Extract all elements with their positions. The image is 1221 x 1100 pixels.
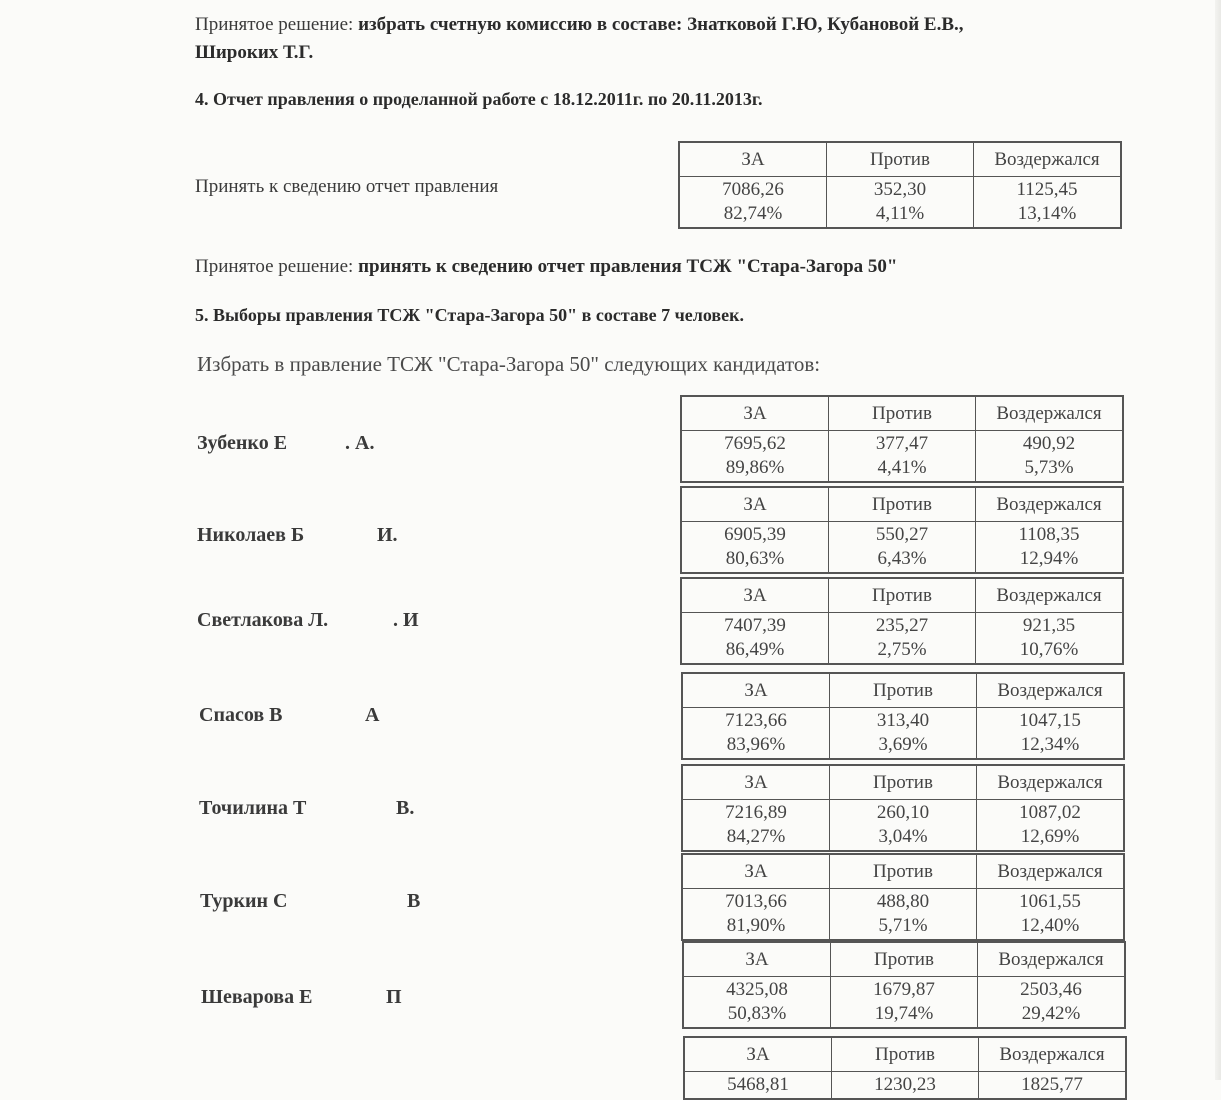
col-header-for: ЗА bbox=[681, 578, 829, 613]
candidate-initial: В. bbox=[396, 797, 415, 819]
vote-cell-for: 5468,81 bbox=[684, 1072, 832, 1100]
candidate-initial: . А. bbox=[345, 432, 375, 454]
vote-cell-abstain: 1825,77 bbox=[979, 1072, 1127, 1100]
vote-cell-against: 313,40 3,69% bbox=[830, 708, 977, 760]
col-header-abstain: Воздержался bbox=[976, 396, 1124, 431]
col-header-against: Против bbox=[827, 142, 974, 177]
vote-table-candidate bbox=[681, 672, 1125, 760]
decision-text: избрать счетную комиссию в составе: Знатковой Г.Ю, Кубановой Е.В., bbox=[358, 14, 964, 35]
candidate-name: Спасов В А bbox=[199, 704, 380, 726]
vote-table-candidate bbox=[682, 941, 1126, 1029]
vote-cell-for: 4325,08 50,83% bbox=[683, 977, 831, 1029]
vote-cell-against: 550,27 6,43% bbox=[829, 522, 976, 574]
vote-cell-for: 7407,39 86,49% bbox=[681, 613, 829, 665]
sec4-decision-line bbox=[195, 254, 897, 280]
section-4-heading: 4. Отчет правления о проделанной работе с 18.12.2011г. по 20.11.2013г. bbox=[195, 89, 763, 109]
sec4-item-label: Принять к сведению отчет правления bbox=[195, 176, 499, 197]
candidate-initial: . И bbox=[393, 609, 419, 631]
candidate-initial: В bbox=[407, 890, 421, 912]
sec3-decision-line bbox=[195, 12, 964, 38]
section-5-heading: 5. Выборы правления ТСЖ "Стара-Загора 50" в составе 7 человек. bbox=[195, 305, 745, 325]
vote-cell-for: 7123,66 83,96% bbox=[682, 708, 830, 760]
col-header-against: Против bbox=[831, 942, 978, 977]
col-header-abstain: Воздержался bbox=[978, 942, 1126, 977]
vote-cell-abstain: 921,35 10,76% bbox=[976, 613, 1124, 665]
candidate-name: Точилина Т В. bbox=[199, 797, 415, 819]
vote-cell-against: 352,30 4,11% bbox=[827, 177, 974, 229]
vote-cell-for: 7013,66 81,90% bbox=[682, 889, 830, 941]
vote-table-candidate bbox=[680, 577, 1124, 665]
candidate-initial: А bbox=[365, 704, 380, 726]
col-header-against: Против bbox=[829, 396, 976, 431]
col-header-abstain: Воздержался bbox=[977, 765, 1125, 800]
candidate-name: Зубенко Е . А. bbox=[197, 432, 375, 454]
vote-table-report bbox=[678, 141, 1122, 229]
vote-cell-for: 7695,62 89,86% bbox=[681, 431, 829, 483]
col-header-abstain: Воздержался bbox=[976, 487, 1124, 522]
vote-cell-abstain: 1125,45 13,14% bbox=[974, 177, 1122, 229]
decision-text-cont: Широких Т.Г. bbox=[195, 42, 314, 63]
col-header-for: ЗА bbox=[682, 673, 830, 708]
col-header-abstain: Воздержался bbox=[979, 1037, 1127, 1072]
col-header-for: ЗА bbox=[682, 765, 830, 800]
candidate-initial: И. bbox=[377, 524, 398, 546]
candidate-initial: П bbox=[386, 986, 402, 1008]
sec5-intro: Избрать в правление ТСЖ "Стара-Загора 50" следующих кандидатов: bbox=[197, 352, 821, 376]
vote-cell-against: 488,80 5,71% bbox=[830, 889, 977, 941]
col-header-against: Против bbox=[830, 673, 977, 708]
col-header-against: Против bbox=[829, 487, 976, 522]
col-header-abstain: Воздержался bbox=[977, 854, 1125, 889]
col-header-against: Против bbox=[829, 578, 976, 613]
candidate-name: Светлакова Л. . И bbox=[197, 609, 419, 631]
col-header-against: Против bbox=[832, 1037, 979, 1072]
col-header-for: ЗА bbox=[681, 396, 829, 431]
vote-cell-abstain: 1108,35 12,94% bbox=[976, 522, 1124, 574]
vote-cell-against: 260,10 3,04% bbox=[830, 800, 977, 852]
col-header-for: ЗА bbox=[679, 142, 827, 177]
col-header-abstain: Воздержался bbox=[976, 578, 1124, 613]
vote-cell-against: 377,47 4,41% bbox=[829, 431, 976, 483]
col-header-for: ЗА bbox=[684, 1037, 832, 1072]
vote-cell-for: 7086,26 82,74% bbox=[679, 177, 827, 229]
decision-label: Принятое решение: bbox=[195, 256, 354, 277]
col-header-abstain: Воздержался bbox=[977, 673, 1125, 708]
vote-cell-abstain: 2503,46 29,42% bbox=[978, 977, 1126, 1029]
vote-table-candidate bbox=[680, 486, 1124, 574]
vote-cell-for: 6905,39 80,63% bbox=[681, 522, 829, 574]
vote-cell-abstain: 1061,55 12,40% bbox=[977, 889, 1125, 941]
vote-cell-abstain: 1047,15 12,34% bbox=[977, 708, 1125, 760]
col-header-against: Против bbox=[830, 854, 977, 889]
page-edge bbox=[1215, 0, 1221, 1080]
col-header-for: ЗА bbox=[681, 487, 829, 522]
vote-table-candidate bbox=[681, 764, 1125, 852]
vote-cell-against: 235,27 2,75% bbox=[829, 613, 976, 665]
decision-label: Принятое решение: bbox=[195, 14, 354, 35]
vote-cell-for: 7216,89 84,27% bbox=[682, 800, 830, 852]
vote-cell-abstain: 1087,02 12,69% bbox=[977, 800, 1125, 852]
vote-table-candidate bbox=[681, 853, 1125, 941]
decision-text: принять к сведению отчет правления ТСЖ "Стара-Загора 50" bbox=[358, 256, 898, 277]
col-header-for: ЗА bbox=[682, 854, 830, 889]
vote-cell-abstain: 490,92 5,73% bbox=[976, 431, 1124, 483]
vote-cell-against: 1230,23 bbox=[832, 1072, 979, 1100]
vote-table-candidate bbox=[680, 395, 1124, 483]
vote-table-candidate bbox=[683, 1036, 1127, 1100]
col-header-against: Против bbox=[830, 765, 977, 800]
candidate-name: Шеварова Е П bbox=[201, 986, 402, 1008]
candidate-name: Николаев Б И. bbox=[197, 524, 398, 546]
col-header-for: ЗА bbox=[683, 942, 831, 977]
vote-cell-against: 1679,87 19,74% bbox=[831, 977, 978, 1029]
col-header-abstain: Воздержался bbox=[974, 142, 1122, 177]
candidate-name: Туркин С В bbox=[200, 890, 421, 912]
